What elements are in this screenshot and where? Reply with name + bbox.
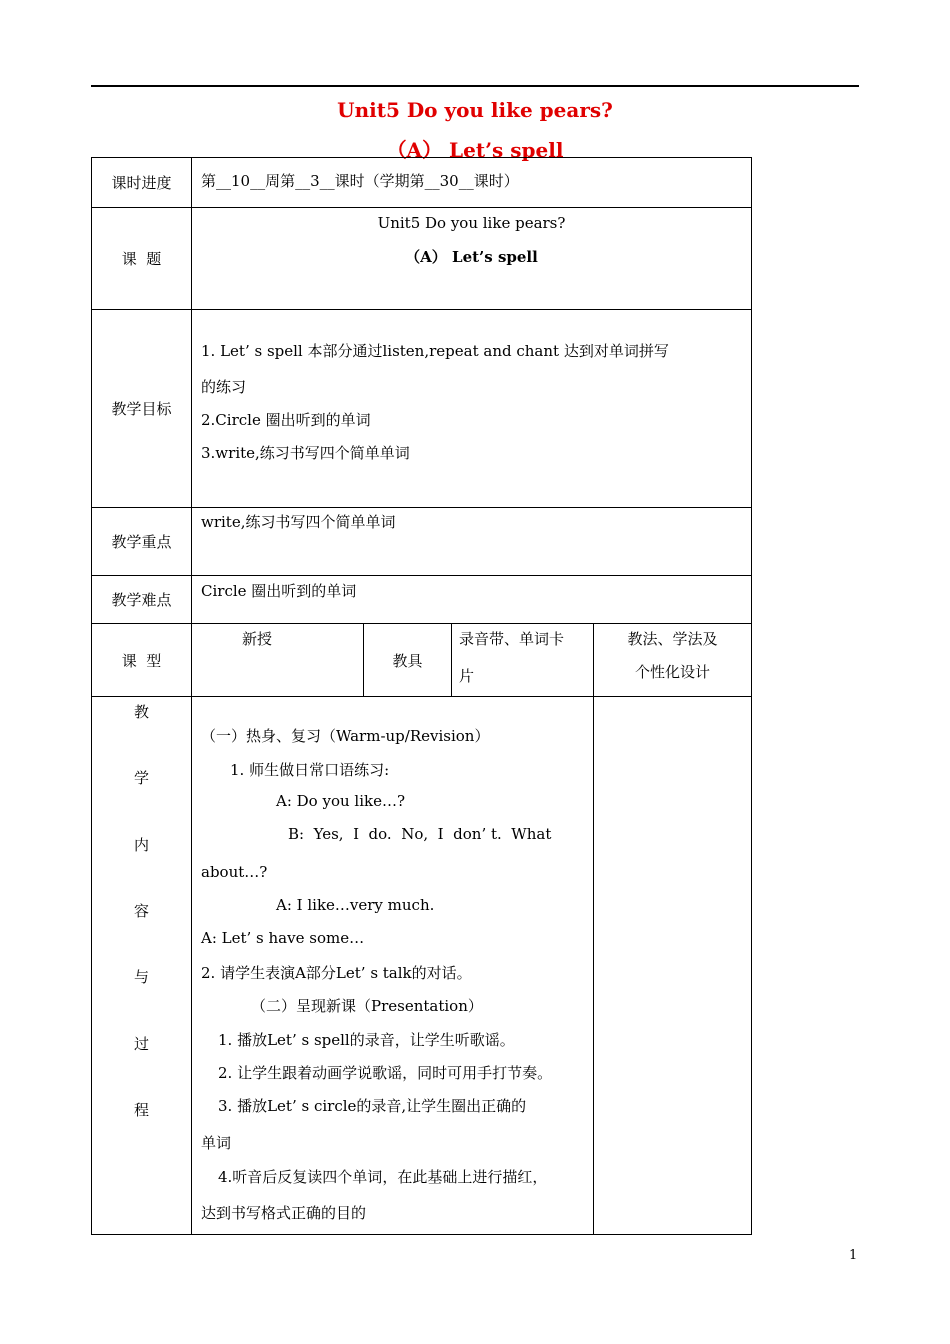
content-line: A: Do you like…? xyxy=(276,792,406,810)
progress-value: 第__10__周第__3__课时（学期第__30__课时） xyxy=(201,172,519,190)
content-label-char: 学 xyxy=(134,769,150,787)
lesson-type-label: 课 型 xyxy=(121,651,162,670)
lesson-type-value: 新授 xyxy=(242,630,273,648)
content-line: 4.听音后反复读四个单词，在此基础上进行描红， xyxy=(218,1168,548,1186)
content-label-char: 与 xyxy=(134,968,150,986)
content-line: 达到书写格式正确的目的 xyxy=(201,1204,367,1222)
progress-label: 课时进度 xyxy=(111,174,172,192)
difficulties-label-cell xyxy=(91,575,192,624)
methods-header-line-2: 个性化设计 xyxy=(634,663,710,681)
tools-value-cell xyxy=(451,623,594,697)
content-line: about…? xyxy=(201,863,268,881)
topic-label-cell xyxy=(91,207,192,310)
objective-item: 2.Circle 圈出听到的单词 xyxy=(201,411,371,429)
key-points-value-cell xyxy=(191,507,752,576)
lesson-type-label-cell xyxy=(91,623,192,697)
difficulties-label: 教学难点 xyxy=(111,591,172,609)
topic-line-1: Unit5 Do you like pears? xyxy=(377,214,566,232)
content-line: A: Let’ s have some… xyxy=(201,929,365,947)
topic-label: 课 题 xyxy=(121,250,162,268)
key-points-label-cell xyxy=(91,507,192,576)
content-label-char: 容 xyxy=(134,902,150,920)
content-label-char: 内 xyxy=(134,836,150,854)
tools-value-line-2: 片 xyxy=(459,667,475,685)
document-subtitle: （A） Let’s spell xyxy=(386,138,564,162)
methods-header-cell xyxy=(593,623,752,697)
content-label-cell xyxy=(91,696,192,1235)
methods-header-line-1: 教法、学法及 xyxy=(627,630,718,648)
content-line: （一）热身、复习（Warm-up/Revision） xyxy=(201,727,490,745)
page-number: 1 xyxy=(849,1248,858,1263)
content-line: A: I like…very much. xyxy=(276,896,435,914)
content-line: 单词 xyxy=(201,1134,232,1152)
content-line: 3. 播放Let’ s circle的录音,让学生圈出正确的 xyxy=(218,1097,527,1115)
content-line: 1. 师生做日常口语练习: xyxy=(230,761,390,779)
objectives-label: 教学目标 xyxy=(111,400,172,418)
topic-value-cell xyxy=(191,207,752,310)
objective-item: 3.write,练习书写四个简单单词 xyxy=(201,444,410,462)
tools-label: 教具 xyxy=(392,651,423,670)
topic-line-2: （A） Let’s spell xyxy=(405,248,538,266)
content-label-char: 教 xyxy=(134,703,150,721)
content-line: B: Yes, I do. No, I don’ t. What xyxy=(288,825,552,843)
tools-label-cell xyxy=(363,623,452,697)
top-rule xyxy=(91,85,859,87)
lesson-type-value-cell xyxy=(191,623,364,697)
content-line: 2. 请学生表演A部分Let’ s talk的对话。 xyxy=(201,964,472,982)
key-points-label: 教学重点 xyxy=(111,533,172,551)
progress-label-cell xyxy=(91,157,192,208)
objectives-value-cell xyxy=(191,309,752,508)
content-line: （二）呈现新课（Presentation） xyxy=(251,997,483,1015)
objective-item: 的练习 xyxy=(201,378,247,396)
content-line: 2. 让学生跟着动画学说歌谣，同时可用手打节奏。 xyxy=(218,1064,553,1082)
objective-item: 1. Let’ s spell 本部分通过listen,repeat and chant 达到对单词拼写 xyxy=(201,342,669,360)
content-label-char: 程 xyxy=(134,1101,150,1119)
progress-value-cell xyxy=(191,157,752,208)
methods-body-cell xyxy=(593,696,752,1235)
content-line: 1. 播放Let’ s spell的录音，让学生听歌谣。 xyxy=(218,1031,515,1049)
content-label-char: 过 xyxy=(134,1035,150,1053)
content-body-cell xyxy=(191,696,594,1235)
key-points-value: write,练习书写四个简单单词 xyxy=(201,513,396,531)
tools-value-line-1: 录音带、单词卡 xyxy=(459,630,565,648)
objectives-label-cell xyxy=(91,309,192,508)
difficulties-value: Circle 圈出听到的单词 xyxy=(201,582,357,600)
document-title: Unit5 Do you like pears? xyxy=(337,98,613,122)
difficulties-value-cell xyxy=(191,575,752,624)
